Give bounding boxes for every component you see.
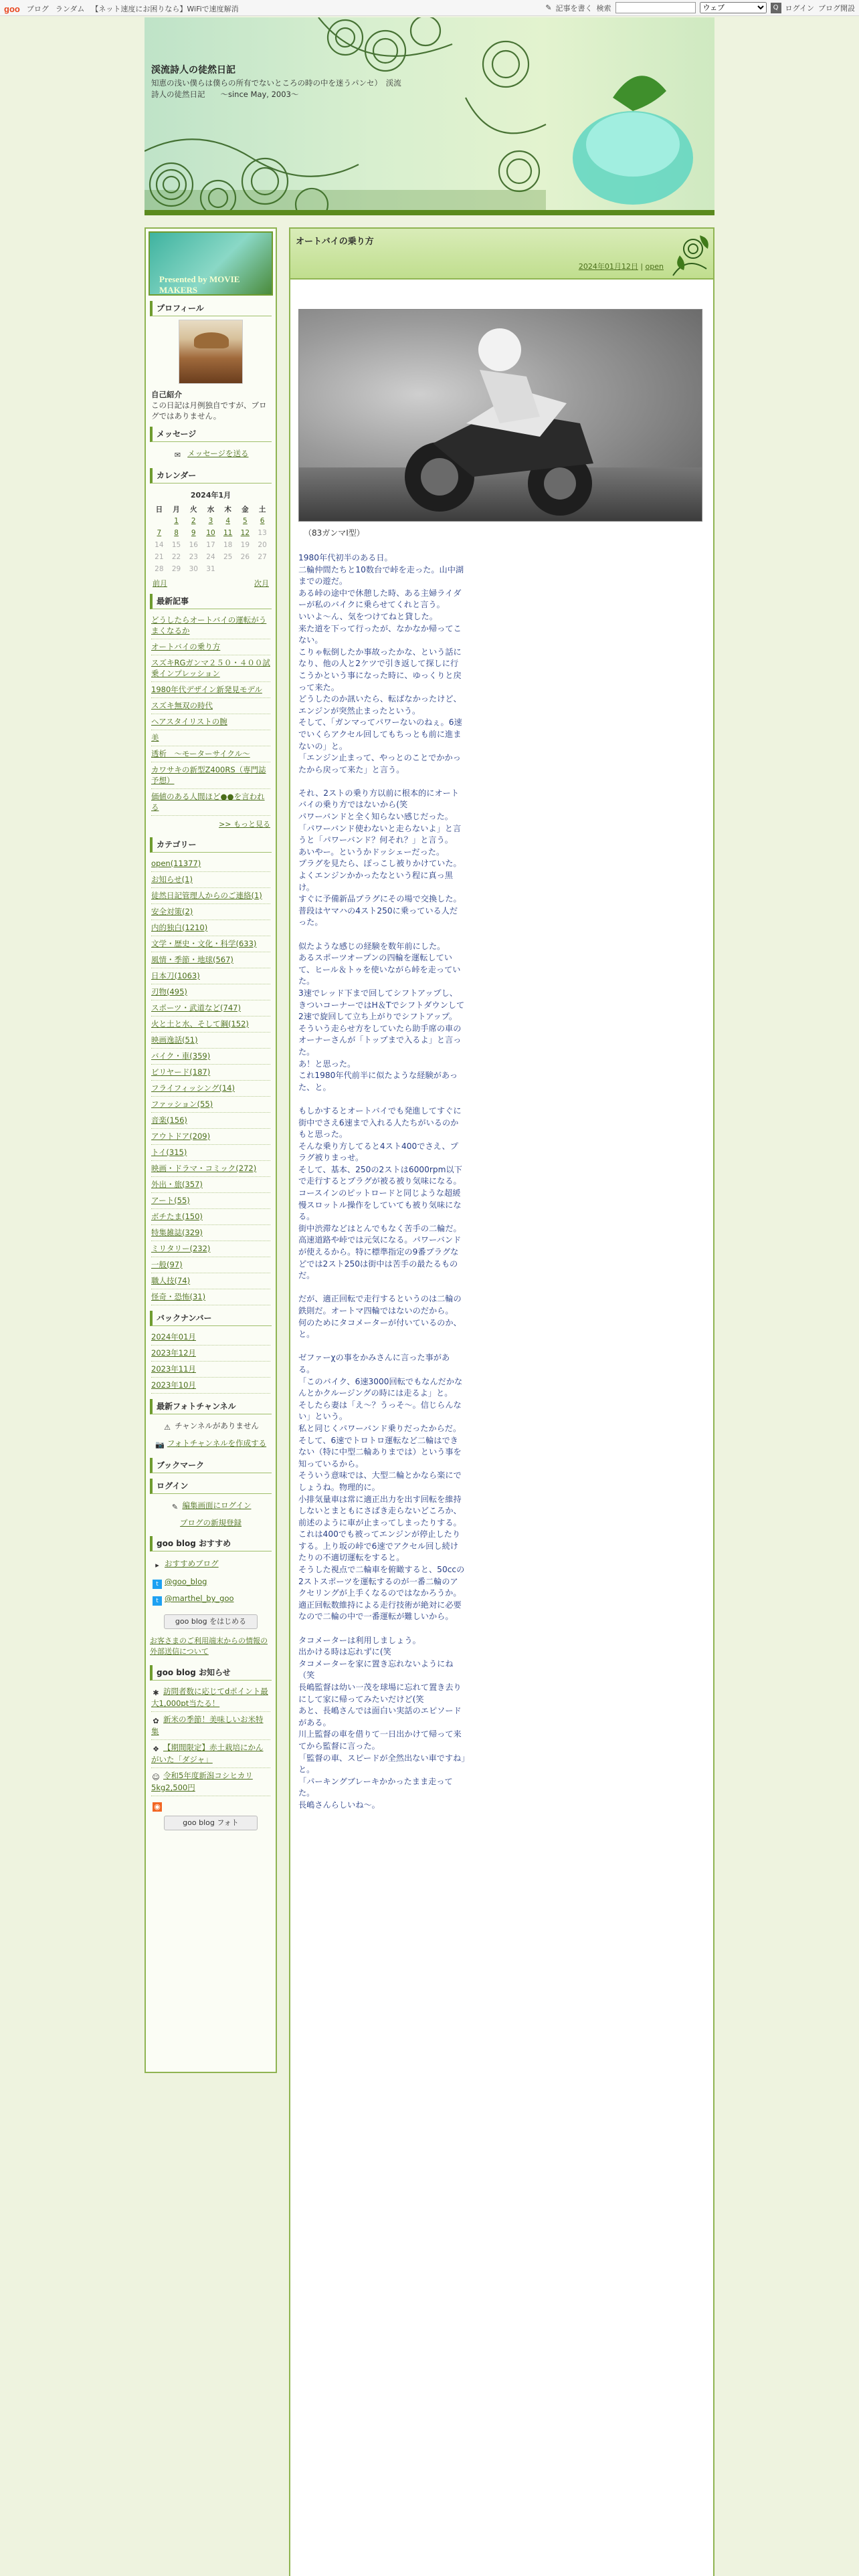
news-list [150, 1684, 272, 1796]
list-item [151, 730, 270, 746]
search-label: 検索 [596, 3, 611, 13]
list-item [151, 789, 270, 816]
register-link[interactable]: ブログ開設 [818, 3, 855, 13]
entry-photo[interactable] [298, 309, 702, 522]
list-item [151, 1273, 270, 1289]
gift-icon: ❖ [153, 1745, 159, 1753]
blog-title[interactable]: 渓流詩人の徒然日記 [151, 65, 235, 76]
list-item [151, 1346, 270, 1362]
profile-heading: プロフィール [150, 301, 272, 316]
recent-post-link[interactable]: スズキRGガンマ２５０・４００試乗インプレッション [151, 658, 270, 678]
recent-post-link[interactable]: オートバイの乗り方 [151, 642, 221, 651]
category-link[interactable]: フライフィッシング(14) [151, 1083, 235, 1093]
camera-icon: 📷 [155, 1440, 165, 1449]
list-item [151, 984, 270, 1000]
day: 21 [155, 553, 164, 561]
category-link[interactable]: 徒然日記管理人からのご連絡(1) [151, 891, 262, 900]
list-item [151, 1768, 270, 1796]
sidebar [145, 227, 277, 2073]
twitter-goo-blog-link[interactable]: @goo_blog [165, 1577, 207, 1586]
recommend-section [150, 1536, 272, 1609]
day: 29 [171, 565, 181, 573]
list-item [151, 904, 270, 920]
category-link[interactable]: お知らせ(1) [151, 875, 193, 884]
day: 19 [240, 541, 250, 549]
category-link[interactable]: 外出・旅(357) [151, 1180, 203, 1189]
rss-icon[interactable]: ◉ [153, 1802, 162, 1812]
list-item [151, 856, 270, 872]
news-heading: goo blog お知らせ [150, 1665, 272, 1681]
top-link-random[interactable]: ランダム [55, 5, 85, 13]
backnumber-link[interactable]: 2024年01月 [151, 1332, 196, 1341]
list-item [151, 1033, 270, 1049]
list-item [151, 1241, 270, 1257]
category-link[interactable]: アウトドア(209) [151, 1132, 211, 1141]
day: 30 [189, 565, 198, 573]
twitter-icon: t [153, 1580, 162, 1589]
day[interactable]: 2 [191, 517, 196, 525]
category-link[interactable]: トイ(315) [151, 1148, 187, 1157]
backnumber-link[interactable]: 2023年12月 [151, 1348, 196, 1358]
category-link[interactable]: 職人技(74) [151, 1276, 191, 1285]
day: 26 [240, 553, 250, 561]
top-link-blog[interactable]: ブログ [26, 5, 49, 13]
categories-section [150, 837, 272, 1305]
twitter-marthel-link[interactable]: @marthel_by_goo [165, 1594, 234, 1603]
news-link[interactable]: 新米の季節！美味しいお米特集 [151, 1715, 264, 1736]
calendar-next-link[interactable]: 次月 [254, 579, 269, 588]
send-message-link[interactable]: メッセージを送る [187, 449, 249, 458]
header-divider [145, 210, 714, 215]
weekday: 土 [258, 505, 266, 514]
category-link[interactable]: 怪奇・恐怖(31) [151, 1292, 206, 1301]
categories-list [150, 856, 272, 1305]
news-link[interactable]: 訪問者数に応じてdポイント最大1,000pt当たる！ [151, 1687, 268, 1708]
calendar-days [151, 515, 271, 575]
warning-icon: ⚠ [164, 1423, 171, 1432]
write-article-link[interactable]: 記事を書く [555, 3, 593, 13]
weekday: 木 [224, 505, 231, 514]
list-item [151, 920, 270, 936]
list-item [151, 1161, 270, 1177]
calendar-table [151, 487, 271, 575]
recent-posts-section [150, 594, 272, 832]
list-item [151, 1049, 270, 1065]
list-item [151, 1097, 270, 1113]
external-info-link[interactable]: お客さまのご利用端末からの情報の外部送信について [150, 1636, 268, 1656]
list-item [151, 872, 270, 888]
about-section [150, 1614, 272, 1660]
category-link[interactable]: 映画逸話(51) [151, 1035, 198, 1045]
intro-text: この日記は月例独自ですが、ブログではありません。 [151, 401, 267, 421]
category-link[interactable]: 刃物(495) [151, 987, 187, 996]
search-input[interactable] [615, 2, 696, 13]
entry-title[interactable]: オートバイの乗り方 [296, 237, 374, 247]
categories-heading: カテゴリー [150, 837, 272, 853]
login-link[interactable]: ログイン [785, 3, 814, 13]
promo-banner[interactable] [149, 231, 273, 296]
list-item [151, 952, 270, 968]
list-item [151, 1712, 270, 1740]
day: 31 [206, 565, 215, 573]
recent-post-link[interactable]: カワサキの新型Z400RS（専門誌予想） [151, 765, 266, 785]
recent-post-link[interactable]: 美 [151, 733, 159, 742]
list-item [151, 1177, 270, 1193]
search-scope-select[interactable] [700, 2, 767, 13]
backnumber-heading: バックナンバー [150, 1311, 272, 1326]
day[interactable]: 6 [260, 517, 265, 525]
profile-avatar[interactable] [179, 320, 243, 384]
day: 17 [206, 541, 215, 549]
category-link[interactable]: ミリタリー(232) [151, 1244, 211, 1253]
category-link[interactable]: ビリヤード(187) [151, 1067, 211, 1077]
twitter-icon: t [153, 1596, 162, 1606]
list-item [151, 968, 270, 984]
list-item [151, 762, 270, 789]
recent-post-link[interactable]: ヘアスタイリストの腕 [151, 717, 227, 726]
top-navigation-bar [0, 0, 859, 16]
list-item [151, 1378, 270, 1394]
category-link[interactable]: 映画・ドラマ・コミック(272) [151, 1164, 257, 1173]
category-link[interactable]: 文学・歴史・文化・科学(633) [151, 939, 257, 948]
category-link[interactable]: 内的独白(1210) [151, 923, 208, 932]
entry-header [290, 229, 713, 280]
goo-blog-photo-button[interactable]: goo blog フォト [164, 1816, 258, 1830]
weekday: 金 [242, 505, 249, 514]
category-link[interactable]: open(11377) [151, 859, 201, 868]
promo-text: Presented by MOVIE MAKERS [159, 274, 240, 295]
news-link[interactable]: 令和5年度新潟コシヒカリ5kg2,500円 [151, 1771, 253, 1792]
list-item [151, 1289, 270, 1305]
day[interactable]: 4 [225, 517, 230, 525]
recent-post-link[interactable]: 価値のある人間ほど●●を言われる [151, 792, 265, 812]
day: 27 [258, 553, 267, 561]
corner-leaf-icon [666, 229, 713, 280]
list-item [151, 1113, 270, 1129]
recent-post-link[interactable]: どうしたらオートバイの運転がうまくなるか [151, 615, 267, 635]
day[interactable]: 11 [223, 529, 233, 537]
category-link[interactable]: 安全対策(2) [151, 907, 193, 916]
day[interactable]: 7 [157, 529, 162, 537]
day[interactable]: 3 [208, 517, 213, 525]
bullet-icon: ▸ [155, 1561, 159, 1570]
edit-login-link[interactable]: 編集画面にログイン [182, 1501, 252, 1510]
category-link[interactable]: スポーツ・武道など(747) [151, 1003, 241, 1012]
day[interactable]: 1 [174, 517, 179, 525]
category-link[interactable]: アート(55) [151, 1196, 190, 1205]
new-blog-link[interactable]: ブログの新規登録 [180, 1518, 242, 1527]
blog-description: 知恵の浅い僕らは僕らの所有でないところの時の中を迷うパンセ） 渓流詩人の徒然日記 ～since May, 2003～ [151, 78, 401, 99]
recent-posts-heading: 最新記事 [150, 594, 272, 609]
list-item [151, 639, 270, 655]
category-link[interactable]: バイク・車(359) [151, 1051, 211, 1061]
motorcycle-image [299, 310, 702, 522]
weekday: 水 [207, 505, 215, 514]
entry-meta: 2024年01月12日 | open [578, 262, 664, 271]
day: 25 [223, 553, 233, 561]
list-item [151, 682, 270, 698]
day[interactable]: 8 [174, 529, 179, 537]
smile-icon: ☺ [152, 1773, 160, 1782]
top-actions [545, 2, 855, 13]
bookmark-section [150, 1458, 272, 1473]
list-item [151, 655, 270, 682]
message-section [150, 427, 272, 463]
login-heading: ログイン [150, 1479, 272, 1494]
backnumber-list [150, 1329, 272, 1394]
day: 23 [189, 553, 198, 561]
day: 13 [258, 529, 267, 537]
rice-icon: ✿ [153, 1717, 159, 1725]
list-item [151, 1329, 270, 1346]
calendar-prev-link[interactable]: 前月 [153, 579, 167, 588]
main-content [289, 227, 714, 2576]
category-link[interactable]: 一般(97) [151, 1260, 183, 1269]
category-link[interactable]: 風情・季節・地球(567) [151, 955, 233, 964]
create-photo-channel-link[interactable]: フォトチャンネルを作成する [167, 1438, 267, 1448]
news-section [150, 1665, 272, 1830]
list-item [151, 1740, 270, 1768]
list-item [151, 1225, 270, 1241]
message-heading: メッセージ [150, 427, 272, 442]
calendar-heading: カレンダー [150, 468, 272, 484]
write-icon: ✎ [545, 3, 552, 12]
list-item [151, 1129, 270, 1145]
list-item [151, 613, 270, 639]
category-link[interactable]: 音楽(156) [151, 1115, 187, 1125]
day: 20 [258, 541, 267, 549]
list-item [151, 1193, 270, 1209]
more-posts-link[interactable]: >> もっと見る [219, 820, 270, 829]
category-link[interactable]: ファッション(55) [151, 1099, 213, 1109]
star-icon: ✱ [153, 1689, 159, 1697]
recommend-blog-link[interactable]: おすすめブログ [165, 1559, 219, 1568]
list-item [151, 1684, 270, 1712]
day[interactable]: 5 [243, 517, 248, 525]
recent-posts-list [150, 613, 272, 816]
recent-post-link[interactable]: スズキ無双の時代 [151, 701, 213, 710]
day[interactable]: 12 [240, 529, 250, 537]
recent-post-link[interactable]: 1980年代デザイン新発見モデル [151, 685, 262, 694]
day: 22 [171, 553, 181, 561]
header-decoration [145, 17, 714, 215]
list-item [151, 714, 270, 730]
list-item [151, 1362, 270, 1378]
intro-label: 自己紹介 [151, 390, 182, 399]
photo-channel-section [150, 1399, 272, 1453]
backnumber-link[interactable]: 2023年10月 [151, 1380, 196, 1390]
list-item [151, 888, 270, 904]
day[interactable]: 9 [191, 529, 196, 537]
blog-header [145, 17, 714, 215]
entry-date-link[interactable]: 2024年01月12日 [578, 262, 638, 271]
backnumber-section [150, 1311, 272, 1394]
list-item [151, 1065, 270, 1081]
start-goo-blog-button[interactable]: goo blog をはじめる [164, 1614, 258, 1629]
photo-caption: （83ガンマI型） [304, 528, 365, 538]
list-item [151, 1257, 270, 1273]
list-item [151, 936, 270, 952]
login-section [150, 1479, 272, 1531]
bookmark-heading: ブックマーク [150, 1458, 272, 1473]
list-item [151, 1000, 270, 1016]
backnumber-link[interactable]: 2023年11月 [151, 1364, 196, 1374]
weekday: 月 [173, 505, 180, 514]
calendar-section [150, 468, 272, 588]
day: 16 [189, 541, 198, 549]
day: 28 [155, 565, 164, 573]
list-item [151, 1209, 270, 1225]
day: 15 [171, 541, 181, 549]
message-icon: ✉ [174, 451, 181, 459]
list-item [151, 1145, 270, 1161]
category-link[interactable]: 日本刀(1063) [151, 971, 200, 980]
list-item [151, 1016, 270, 1033]
category-link[interactable]: 火と土と水、そして鋼(152) [151, 1019, 249, 1029]
weekday: 火 [190, 505, 197, 514]
news-link[interactable]: 【期間限定】赤土栽培にかんがいた「ダジャ」 [151, 1743, 264, 1764]
no-channel-text: チャンネルがありません [175, 1421, 259, 1430]
goo-logo[interactable]: goo [4, 3, 20, 14]
list-item [151, 746, 270, 762]
search-button[interactable]: Q [771, 3, 781, 13]
day: 24 [206, 553, 215, 561]
list-item [151, 1081, 270, 1097]
list-item [151, 698, 270, 714]
entry-author-link[interactable]: open [645, 262, 664, 271]
day[interactable]: 10 [206, 529, 215, 537]
pencil-icon: ✎ [171, 1503, 179, 1511]
category-link[interactable]: 特集雑誌(329) [151, 1228, 203, 1237]
photo-channel-heading: 最新フォトチャンネル [150, 1399, 272, 1414]
top-link-ad[interactable]: 【ネット速度にお困りなら】WiFiで速度解消 [91, 5, 239, 13]
recent-post-link[interactable]: 透析 ～モーターサイクル～ [151, 749, 250, 758]
day: 14 [155, 541, 164, 549]
calendar-month: 2024年1月 [190, 491, 231, 500]
category-link[interactable]: ボチたま(150) [151, 1212, 203, 1221]
weekday: 日 [155, 505, 163, 514]
day: 18 [223, 541, 233, 549]
entry-body: 1980年代初半のある日。 二輪仲間たちと10数台で峠を走った。山中湖までの遊だ。 ある峠の途中で休憩した時、ある主婦ライダーが私のバイクに乗らせてくれと言う。 いいよ～ん、気をつけてねと貸した。 来た道を下って行ったが、なかなか帰ってこない。 こりゃ転倒したか事故ったかな、という話になり、他の人と2ケツで引き返して探しに行こうかという事になった時に、ゆっくりと戻って来た。 どうしたのか訊いたら、転ばなかったけど、エンジンが突然止まったという。 そして、「ガンマってパワーないのねぇ。6速でいくらアクセル回してもちっとも前に進まないの」と。 「エンジン止まって、やっとのことでかかったから戻って来た」と言う。 それ、2ストの乗り方以前に根本的にオートバイの乗り方ではないから(笑 パワーバンドと全く知らない感じだった。 「パワーバンド使わないと走らないよ」と言うと「パワーバンド？何それ？」と言う。 あいやー。というかドッシェーだった。 プラグを見たら、ぽっこし被りかけていた。よくエンジンかかったなという程に真っ黒け。 すぐに予備新品プラグにその場で交換した。 普段はヤマハの4スト250に乗っている人だった。 似たような感じの経験を数年前にした。 あるスポーツオープンの四輪を運転していて、ヒール＆トゥを使いながら峠を走っていた。 3速でレッド下まで回してシフトアップし、きついコーナーではH＆Tでシフトダウンして2速で旋回して立ち上がりでシフトアップ。 そういう走らせ方をしていたら助手席の車のオーナーさんが「トップまで入るよ」と言った。 あ！と思った。 これ1980年代前半に似たような経験があった、と。 もしかするとオートバイでも発進してすぐに街中でさえ6速まで入れる人たちがいるのかもと思った。 そんな乗り方してると4スト400でさえ、プラグ被りまっせ。 そして、基本、250の2ストは6000rpm以下で走行するとプラグが被る被り気味になる。 コースインのピットロードと同じような超緩慢スロットル操作をしていても被り気味になる。 街中渋滞などはとんでもなく苦手の二輪だ。高速道路や峠では元気になる。パワーバンドが使えるから。特に標準指定の9番プラグなどでは2スト250は街中は苦手の最たるものだ。 だが、適正回転で走行するというのは二輪の鉄則だ。オートマ四輪ではないのだから。 何のためにタコメーターが付いているのか、と。 ゼファーχの事をかみさんに言った事がある。 「このバイク、6速3000回転でもなんだかなんとかクルージングの時には走るよ」と。 そしたら妻は「え～？うっそ～。信じらんない」という。 私と同じくパワーバンド乗りだったからだ。 そして、6速でトロトロ運転など二輪はできない（特に中型二輪ありまでは）という事を知っているから。 そういう意味では、大型二輪とかなら楽にでしょうね。物理的に。 小排気量車は常に適正出力を出す回転を維持しないとまともにさばき走らないどころか、前述のように車が止まってしまったりする。 これは400でも被ってエンジンが停止したりする。上り坂の峠で6速でアクセル回し続けたりの不適切運転をすると。 そうした視点で二輪車を俯瞰すると、50ccの2ストスポーツを運転するのが一番二輪のアクセリングが上手くなるのではなかろうか。適正回転数維持による走行技術が絶対に必要なので二輪の中で一番運転が難しいから。 タコメーターは利用しましょう。 出かける時は忘れずに(笑 タコメーターを家に置き忘れないようにね（笑 長嶋監督は幼い一茂を球場に忘れて置き去りにして家に帰ってみたいだけど(笑 あと、長嶋さんでは面白い実話のエピソードがある。 川上監督の車を借りて一日出かけて帰って来てから監督に言った。 「監督の車、スピードが全然出ない車ですね」と。 「パーキングブレーキかかったまま走ってた。 長嶋さんらしいね〜。 [298, 553, 466, 1810]
profile-section [150, 301, 272, 421]
top-links [4, 3, 239, 14]
recommend-heading: goo blog おすすめ [150, 1536, 272, 1551]
